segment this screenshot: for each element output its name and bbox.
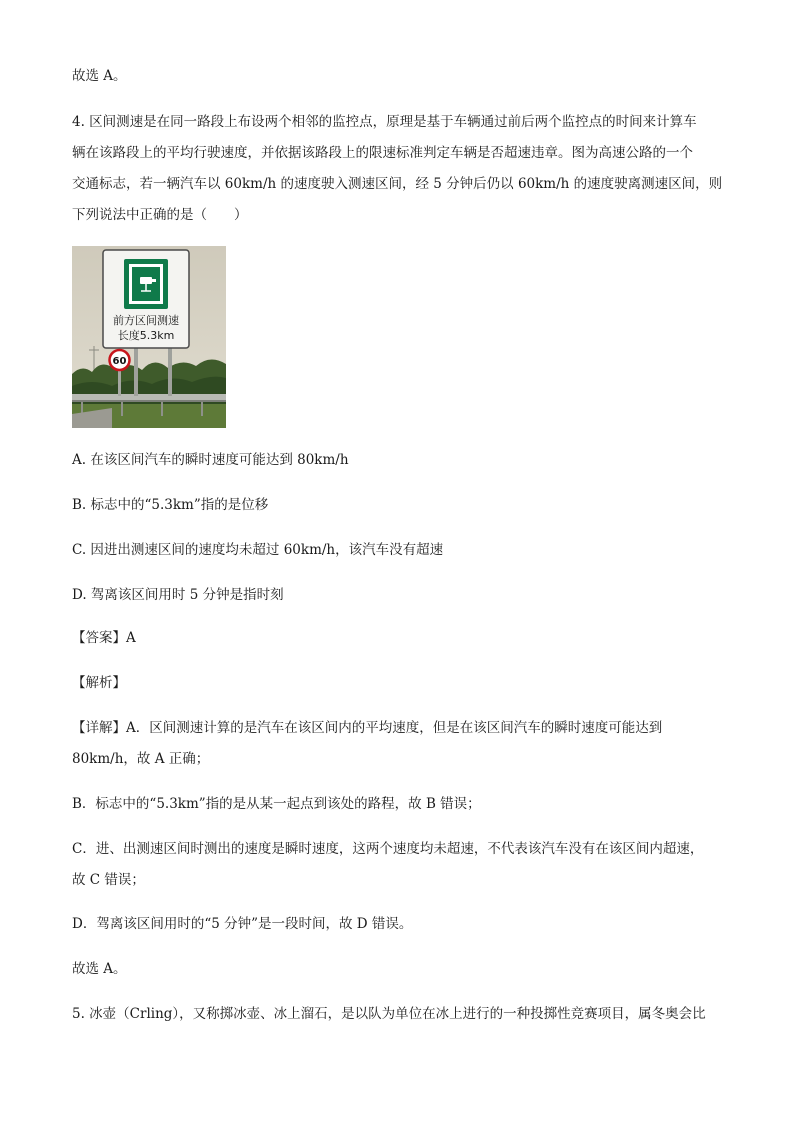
conclusion-line: 故选 A。 <box>72 961 127 977</box>
detail-line: B．标志中的“5.3km”指的是从某一起点到该处的路程，故 B 错误； <box>72 796 481 812</box>
answer-label: 【答案】A <box>72 630 136 646</box>
text-line: 故选 A。 <box>72 68 127 84</box>
speed-limit-value: 60 <box>112 356 127 367</box>
option-c: C. 因进出测速区间的速度均未超过 60km/h，该汽车没有超速 <box>72 542 444 558</box>
detail-line: 故 C 错误； <box>72 872 145 888</box>
option-a: A. 在该区间汽车的瞬时速度可能达到 80km/h <box>72 452 349 468</box>
question-4-line: 辆在该路段上的平均行驶速度，并依据该路段上的限速标准判定车辆是否超速违章。图为高速公路的一个 <box>72 145 693 161</box>
question-4-line: 4. 区间测速是在同一路段上布设两个相邻的监控点，原理是基于车辆通过前后两个监控点的时间来计算车 <box>72 114 697 130</box>
sign-text-line2: 长度5.3km <box>117 329 175 342</box>
question-5-line: 5. 冰壶（Crling），又称掷冰壶、冰上溜石，是以队为单位在冰上进行的一种投掷性竞赛项目，属冬奥会比 <box>72 1006 706 1022</box>
detail-line: 【详解】A．区间测速计算的是汽车在该区间内的平均速度，但是在该区间汽车的瞬时速度可能达到 <box>72 720 663 736</box>
sign-text-line1: 前方区间测速 <box>113 314 179 327</box>
traffic-sign-photo <box>72 246 226 428</box>
detail-line: C．进、出测速区间时测出的速度是瞬时速度，这两个速度均未超速，不代表该汽车没有在该区间内超速， <box>72 841 704 857</box>
option-b: B. 标志中的“5.3km”指的是位移 <box>72 497 269 513</box>
detail-line: D．驾离该区间用时的“5 分钟”是一段时间，故 D 错误。 <box>72 916 413 932</box>
detail-line: 80km/h，故 A 正确； <box>72 751 210 767</box>
option-d: D. 驾离该区间用时 5 分钟是指时刻 <box>72 587 284 603</box>
question-4-line: 交通标志，若一辆汽车以 60km/h 的速度驶入测速区间，经 5 分钟后仍以 60km/h 的速度驶离测速区间，则 <box>72 176 723 192</box>
analysis-label: 【解析】 <box>72 675 126 691</box>
question-4-line: 下列说法中正确的是（ ） <box>72 207 248 223</box>
